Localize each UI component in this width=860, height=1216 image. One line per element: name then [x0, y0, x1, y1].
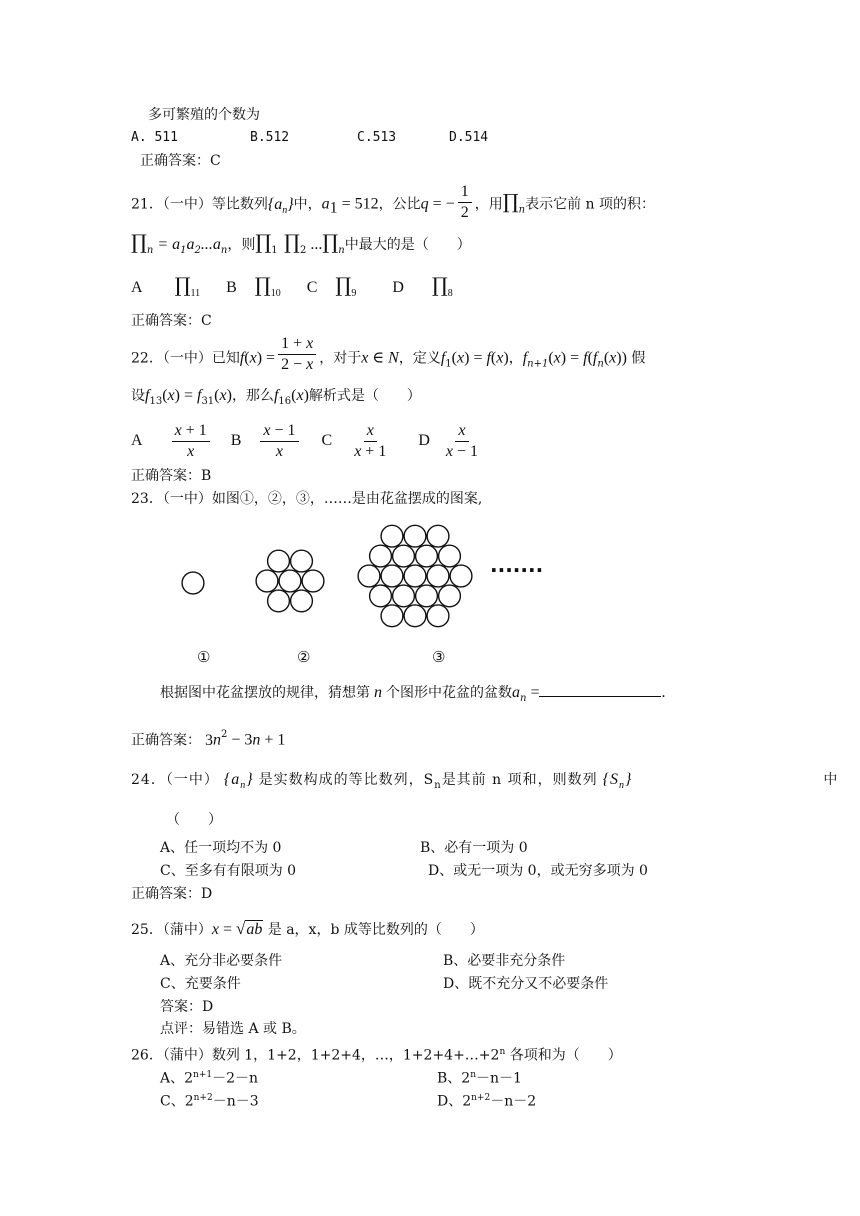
q21-prefix: 21．（一中）等比数列: [131, 196, 268, 213]
flowerpot-circle: [427, 525, 449, 547]
flowerpot-circle: [381, 605, 403, 627]
q23-text: 23．（一中）如图①，②，③，……是由花盆摆成的图案,: [131, 491, 483, 507]
flowerpot-circle: [381, 525, 403, 547]
flowerpot-circle: [427, 565, 449, 587]
answer-blank: [539, 682, 661, 697]
flowerpot-circle: [393, 585, 415, 607]
q21-options: A $\prod_{11}$ B $\prod_{10}$ C $\prod_9$ D $\prod_8$: [131, 273, 453, 300]
q22-line2: 设$f_{13}(x) = f_{31}(x)$，那么$f_{16}(x)$解析式是（ ）: [131, 387, 421, 407]
q26-option-d: D、$2^{n+2}-n-2$: [437, 1093, 537, 1110]
q20-option-b: B.512: [250, 130, 290, 145]
flowerpot-circle: [268, 550, 290, 572]
flowerpot-circle: [439, 585, 461, 607]
q22-function-frac: $\frac{1 + x}{2 - x}$: [278, 334, 316, 375]
figure-label-2: ②: [297, 648, 311, 666]
q20-tail: 多可繁殖的个数为: [148, 107, 260, 123]
q21-line1: 21．（一中）等比数列$\{a_n\}$中，$a_1 = 512$，公比q = − $\frac{1}{2}$ ，用$\prod_n$表示它前 n 项的积：: [131, 183, 656, 221]
q22-options: A $\frac{x + 1}{x}$ B $\frac{x - 1}{x}$ C $\frac{x}{x + 1}$ D $\frac{x}{x - 1}$: [131, 421, 484, 462]
flowerpot-circle: [279, 570, 301, 592]
q23-answer: 正确答案： $3n^2 - 3n + 1$: [131, 729, 286, 749]
q22-option-d-frac: $\frac{x}{x - 1}$: [445, 422, 479, 460]
flowerpot-circle: [393, 545, 415, 567]
q25-option-c: C、充要条件: [160, 976, 241, 992]
q25-option-b: B、必要非充分条件: [443, 953, 566, 969]
q22-line1: 22．（一中）已知f(x) = $\frac{1 + x}{2 - x}$ ，对于x ∈ N，定义$f_1(x) = f(x)$，$f_{n+1}(x) = f(f_n(x))$ 假: [131, 335, 646, 373]
q21-a1: a: [321, 195, 330, 213]
q24-option-d: D、或无一项为 0，或无穷多项为 0: [428, 863, 648, 879]
flowerpot-circle: [358, 565, 380, 587]
figure-label-3: ③: [432, 648, 446, 666]
flowerpot-circle: [416, 585, 438, 607]
q26-option-a: A、$2^{n+1}-2-n$: [160, 1070, 259, 1087]
flowerpot-circle: [291, 550, 313, 572]
q22-option-c-frac: $\frac{x}{x + 1}$: [354, 422, 387, 460]
flowerpot-circle: [439, 545, 461, 567]
q21-answer: 正确答案：C: [131, 313, 212, 329]
flowerpot-pattern-figure: [160, 515, 560, 640]
flowerpot-circle: [450, 565, 472, 587]
q20-option-c: C.513: [357, 130, 397, 145]
q25-answer: 答案：D: [160, 999, 214, 1015]
q25-option-a: A、充分非必要条件: [160, 953, 283, 969]
q24-option-b: B、必有一项为 0: [420, 840, 528, 856]
figure-label-1: ①: [197, 648, 211, 666]
flowerpot-circle: [182, 572, 204, 594]
pattern-2: [256, 550, 324, 612]
flowerpot-circle: [381, 565, 403, 587]
flowerpot-circle: [291, 590, 313, 612]
flowerpot-circle: [404, 605, 426, 627]
q21-line2: $\prod_n = a_1a_2...a_n$，则$\prod_1$ $\prod_2$ $...\prod_n$中最大的是（ ）: [131, 230, 471, 256]
q22-option-b-frac: $\frac{x - 1}{x}$: [260, 421, 298, 462]
flowerpot-circle: [370, 585, 392, 607]
flowerpot-circle: [427, 605, 449, 627]
flowerpot-circle: [302, 570, 324, 592]
flowerpot-circle: [404, 525, 426, 547]
q26-option-c: C、$2^{n+2}-n-3$: [160, 1093, 259, 1110]
q25-comment: 点评：易错选 A 或 B。: [160, 1021, 306, 1037]
q20-answer: 正确答案：C: [140, 153, 221, 169]
pattern-1: [182, 572, 204, 594]
q26-option-b: B、$2^n-n-1$: [437, 1070, 522, 1087]
q20-option-a: A. 511: [131, 130, 178, 145]
q20-option-d: D.514: [449, 130, 489, 145]
flowerpot-circle: [370, 545, 392, 567]
flowerpot-circle: [256, 570, 278, 592]
flowerpot-circle: [268, 590, 290, 612]
q24-paren: （ ）: [166, 812, 222, 828]
q24-line1: 24．（一中） $\{a_n\}$ 是实数构成的等比数列，$S_n$是其前 n 项和，则数列 $\{S_n\}$ 中: [131, 771, 839, 792]
q25-line1: 25．（蒲中）x = √ab 是 a，x，b 成等比数列的（ ）: [131, 919, 484, 938]
q24-option-c: C、至多有有限项为 0: [160, 863, 297, 879]
ellipsis-dots: ·······: [490, 558, 544, 582]
q22-option-a-frac: $\frac{x + 1}{x}$: [172, 421, 210, 462]
q24-option-a: A、任一项均不为 0: [160, 840, 282, 856]
pattern-3: [358, 525, 472, 626]
q22-answer: 正确答案：B: [131, 468, 212, 484]
q26-line1: 26．（蒲中）数列 1，1+2，1+2+4，…，$1+2+4+\dots+2^n$ 各项和为（ ）: [131, 1047, 622, 1064]
q25-option-d: D、既不充分又不必要条件: [443, 976, 609, 992]
q21-seq-an: $\{a_n\}$: [267, 195, 294, 216]
q23-question: 根据图中花盆摆放的规律，猜想第 n 个图形中花盆的盆数$a_n$ = .: [160, 684, 666, 704]
flowerpot-circle: [404, 565, 426, 587]
q24-answer: 正确答案：D: [131, 886, 213, 902]
flowerpot-circle: [416, 545, 438, 567]
q21-ratio-frac: $\frac{1}{2}$: [458, 182, 472, 223]
